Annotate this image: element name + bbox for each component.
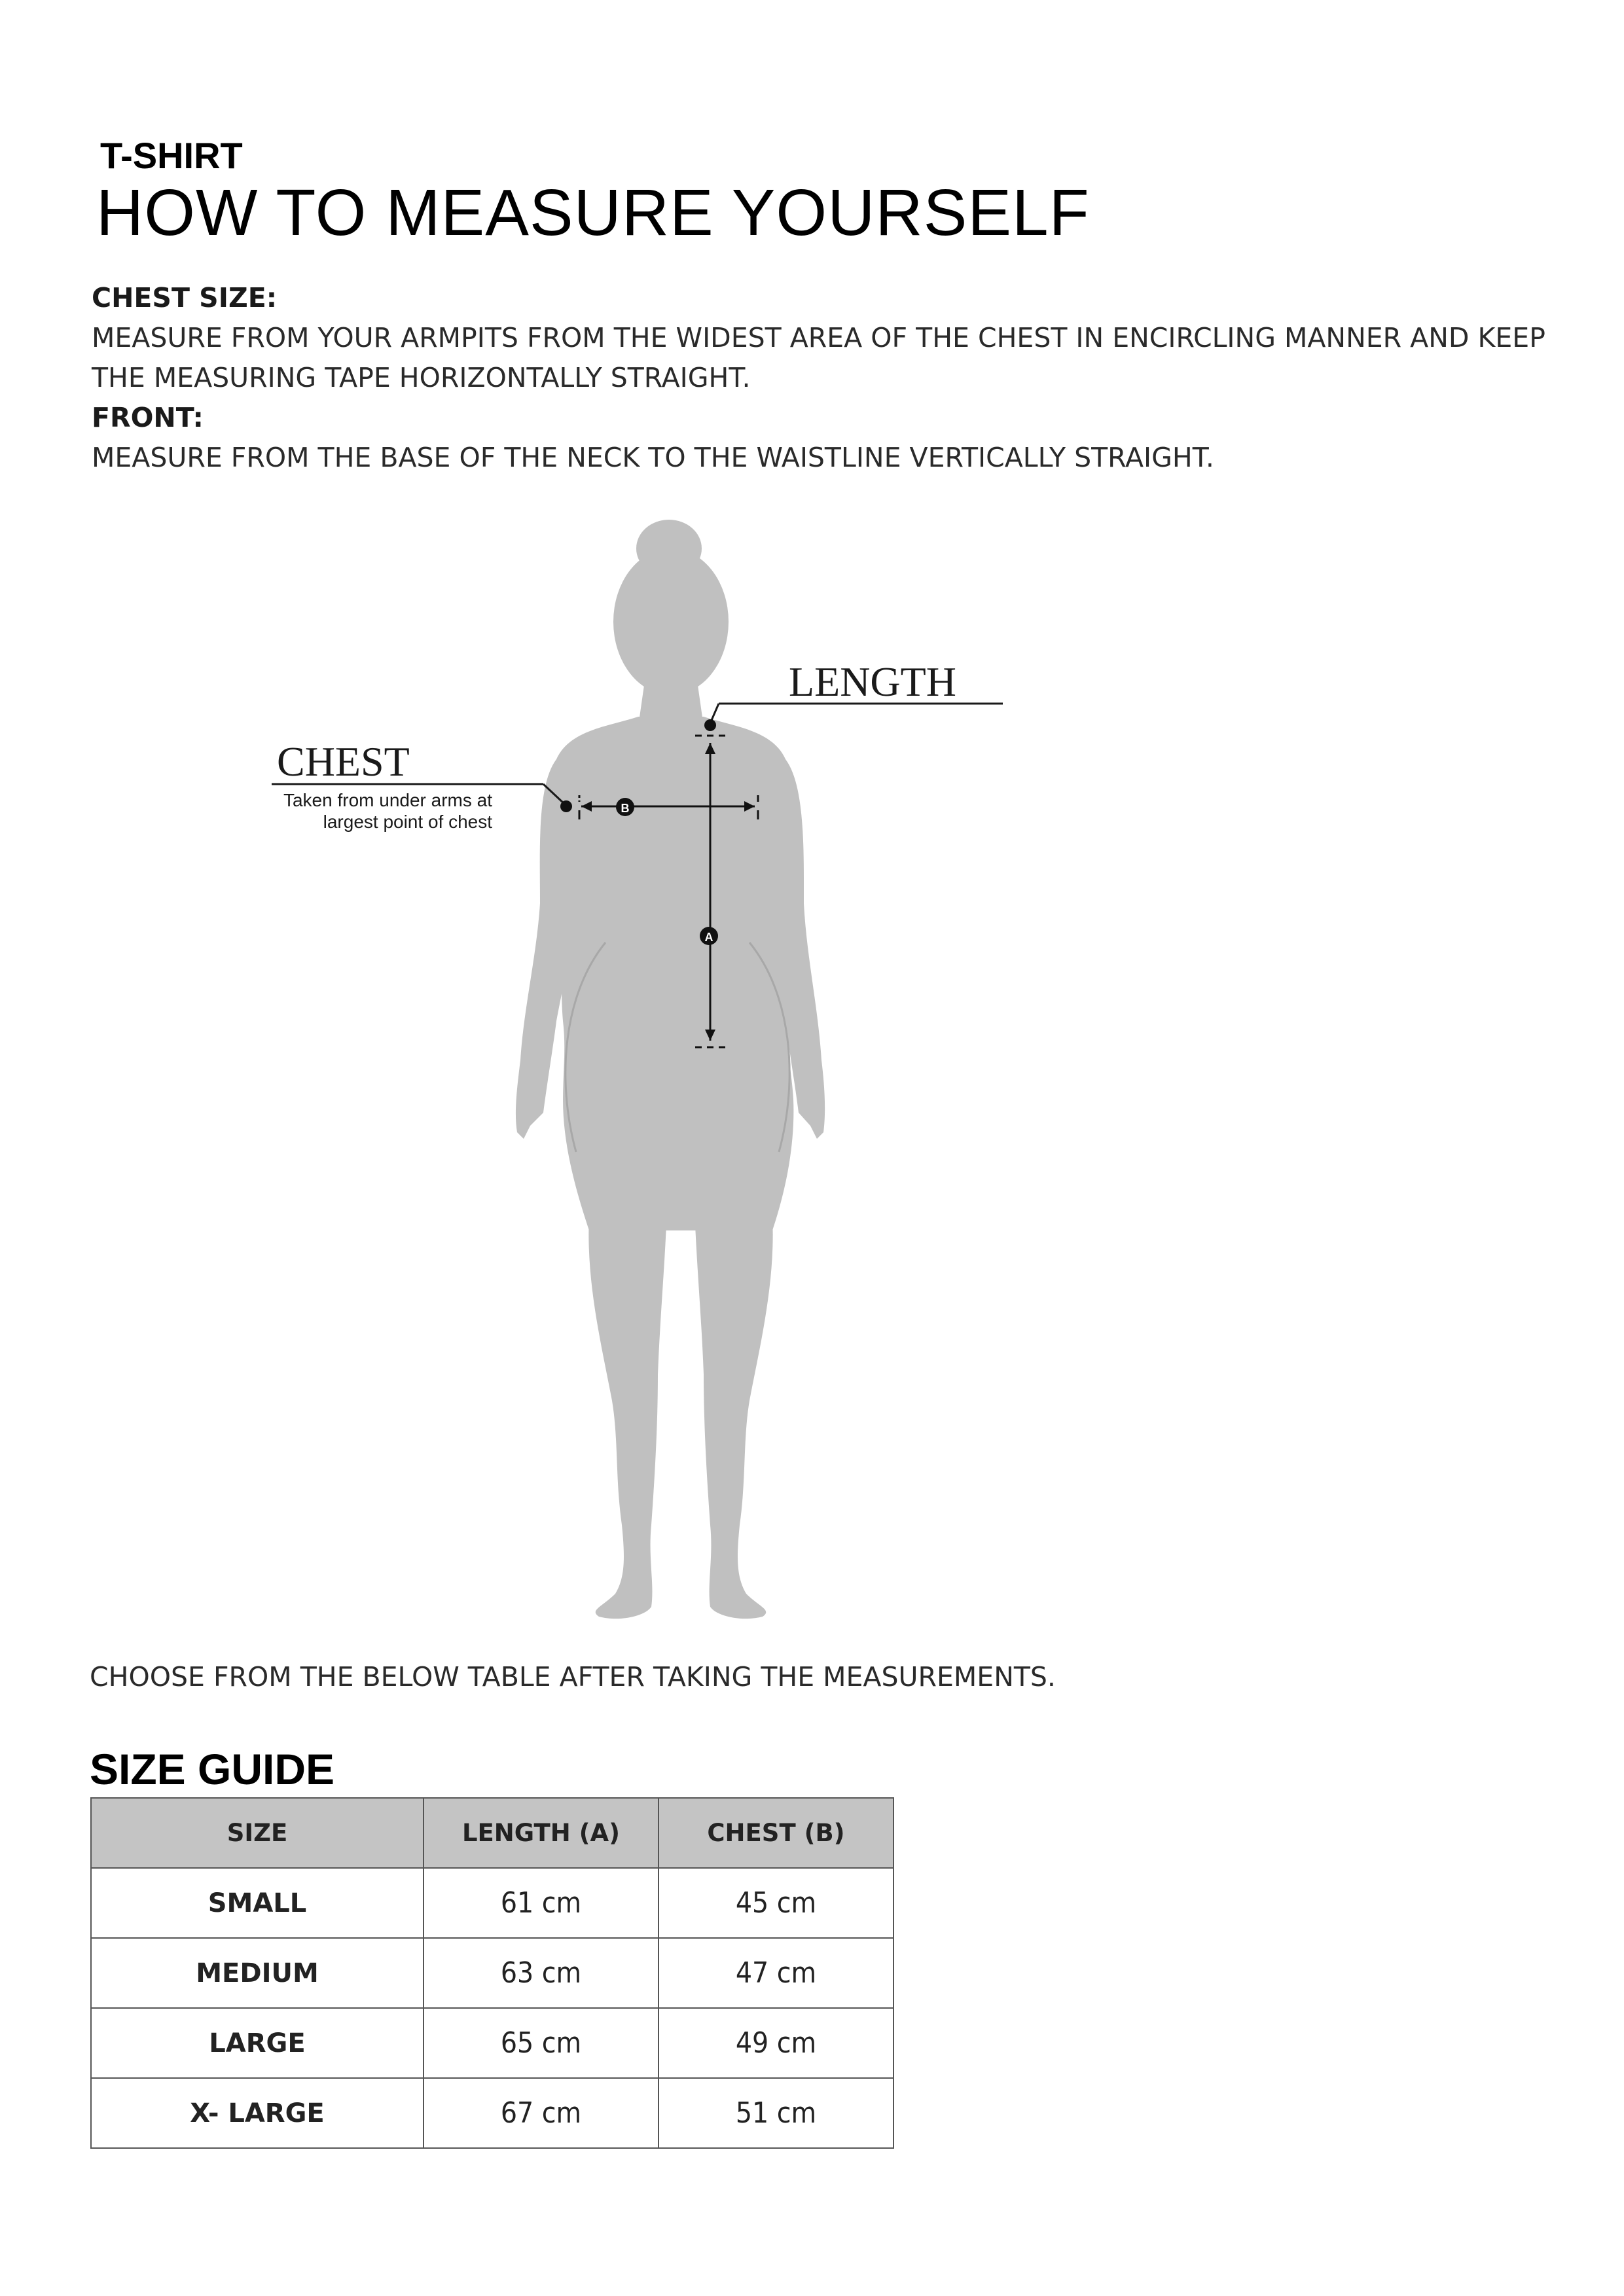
size-cell: X- LARGE [91, 2078, 424, 2148]
chest-note-line2: largest point of chest [323, 812, 492, 832]
length-dot [704, 719, 716, 731]
size-guide-table [90, 1797, 894, 2149]
chest-cell: 49 cm [659, 2008, 893, 2078]
chest-label: CHEST [277, 738, 410, 785]
chest-size-heading: CHEST SIZE: [92, 282, 278, 314]
front-instructions [92, 398, 1558, 478]
size-cell: SMALL [91, 1868, 424, 1938]
body-silhouette [516, 520, 825, 1619]
size-cell: MEDIUM [91, 1938, 424, 2008]
product-subtitle: T-SHIRT [100, 135, 243, 176]
length-label: LENGTH [789, 658, 956, 705]
table-header-row [91, 1798, 893, 1868]
chest-instructions [92, 278, 1558, 398]
chest-dot [560, 800, 572, 812]
table-row [91, 2008, 893, 2078]
page-title: HOW TO MEASURE YOURSELF [96, 176, 1090, 249]
length-cell: 61 cm [424, 1868, 659, 1938]
chest-cell: 51 cm [659, 2078, 893, 2148]
table-row [91, 2078, 893, 2148]
choose-instruction: CHOOSE FROM THE BELOW TABLE AFTER TAKING THE MEASUREMENTS. [90, 1661, 1056, 1693]
marker-b-label: B [621, 802, 630, 815]
chest-note-line1: Taken from under arms at [283, 790, 492, 810]
chest-cell: 47 cm [659, 1938, 893, 2008]
front-heading: FRONT: [92, 402, 204, 433]
size-cell: LARGE [91, 2008, 424, 2078]
header-size: SIZE [91, 1798, 424, 1868]
table-row [91, 1938, 893, 2008]
length-cell: 65 cm [424, 2008, 659, 2078]
header-chest: CHEST (B) [659, 1798, 893, 1868]
chest-cell: 45 cm [659, 1868, 893, 1938]
length-cell: 63 cm [424, 1938, 659, 2008]
size-guide-title: SIZE GUIDE [90, 1745, 335, 1793]
length-cell: 67 cm [424, 2078, 659, 2148]
header-length: LENGTH (A) [424, 1798, 659, 1868]
chest-size-text: MEASURE FROM YOUR ARMPITS FROM THE WIDEST AREA OF THE CHEST IN ENCIRCLING MANNER AND KEEP THE MEASURING TAPE HORIZONTALLY STRAIGHT. [92, 322, 1545, 393]
front-text: MEASURE FROM THE BASE OF THE NECK TO THE WAISTLINE VERTICALLY STRAIGHT. [92, 442, 1214, 473]
marker-a-label: A [704, 931, 713, 944]
measurement-diagram [0, 511, 1624, 1623]
table-row [91, 1868, 893, 1938]
